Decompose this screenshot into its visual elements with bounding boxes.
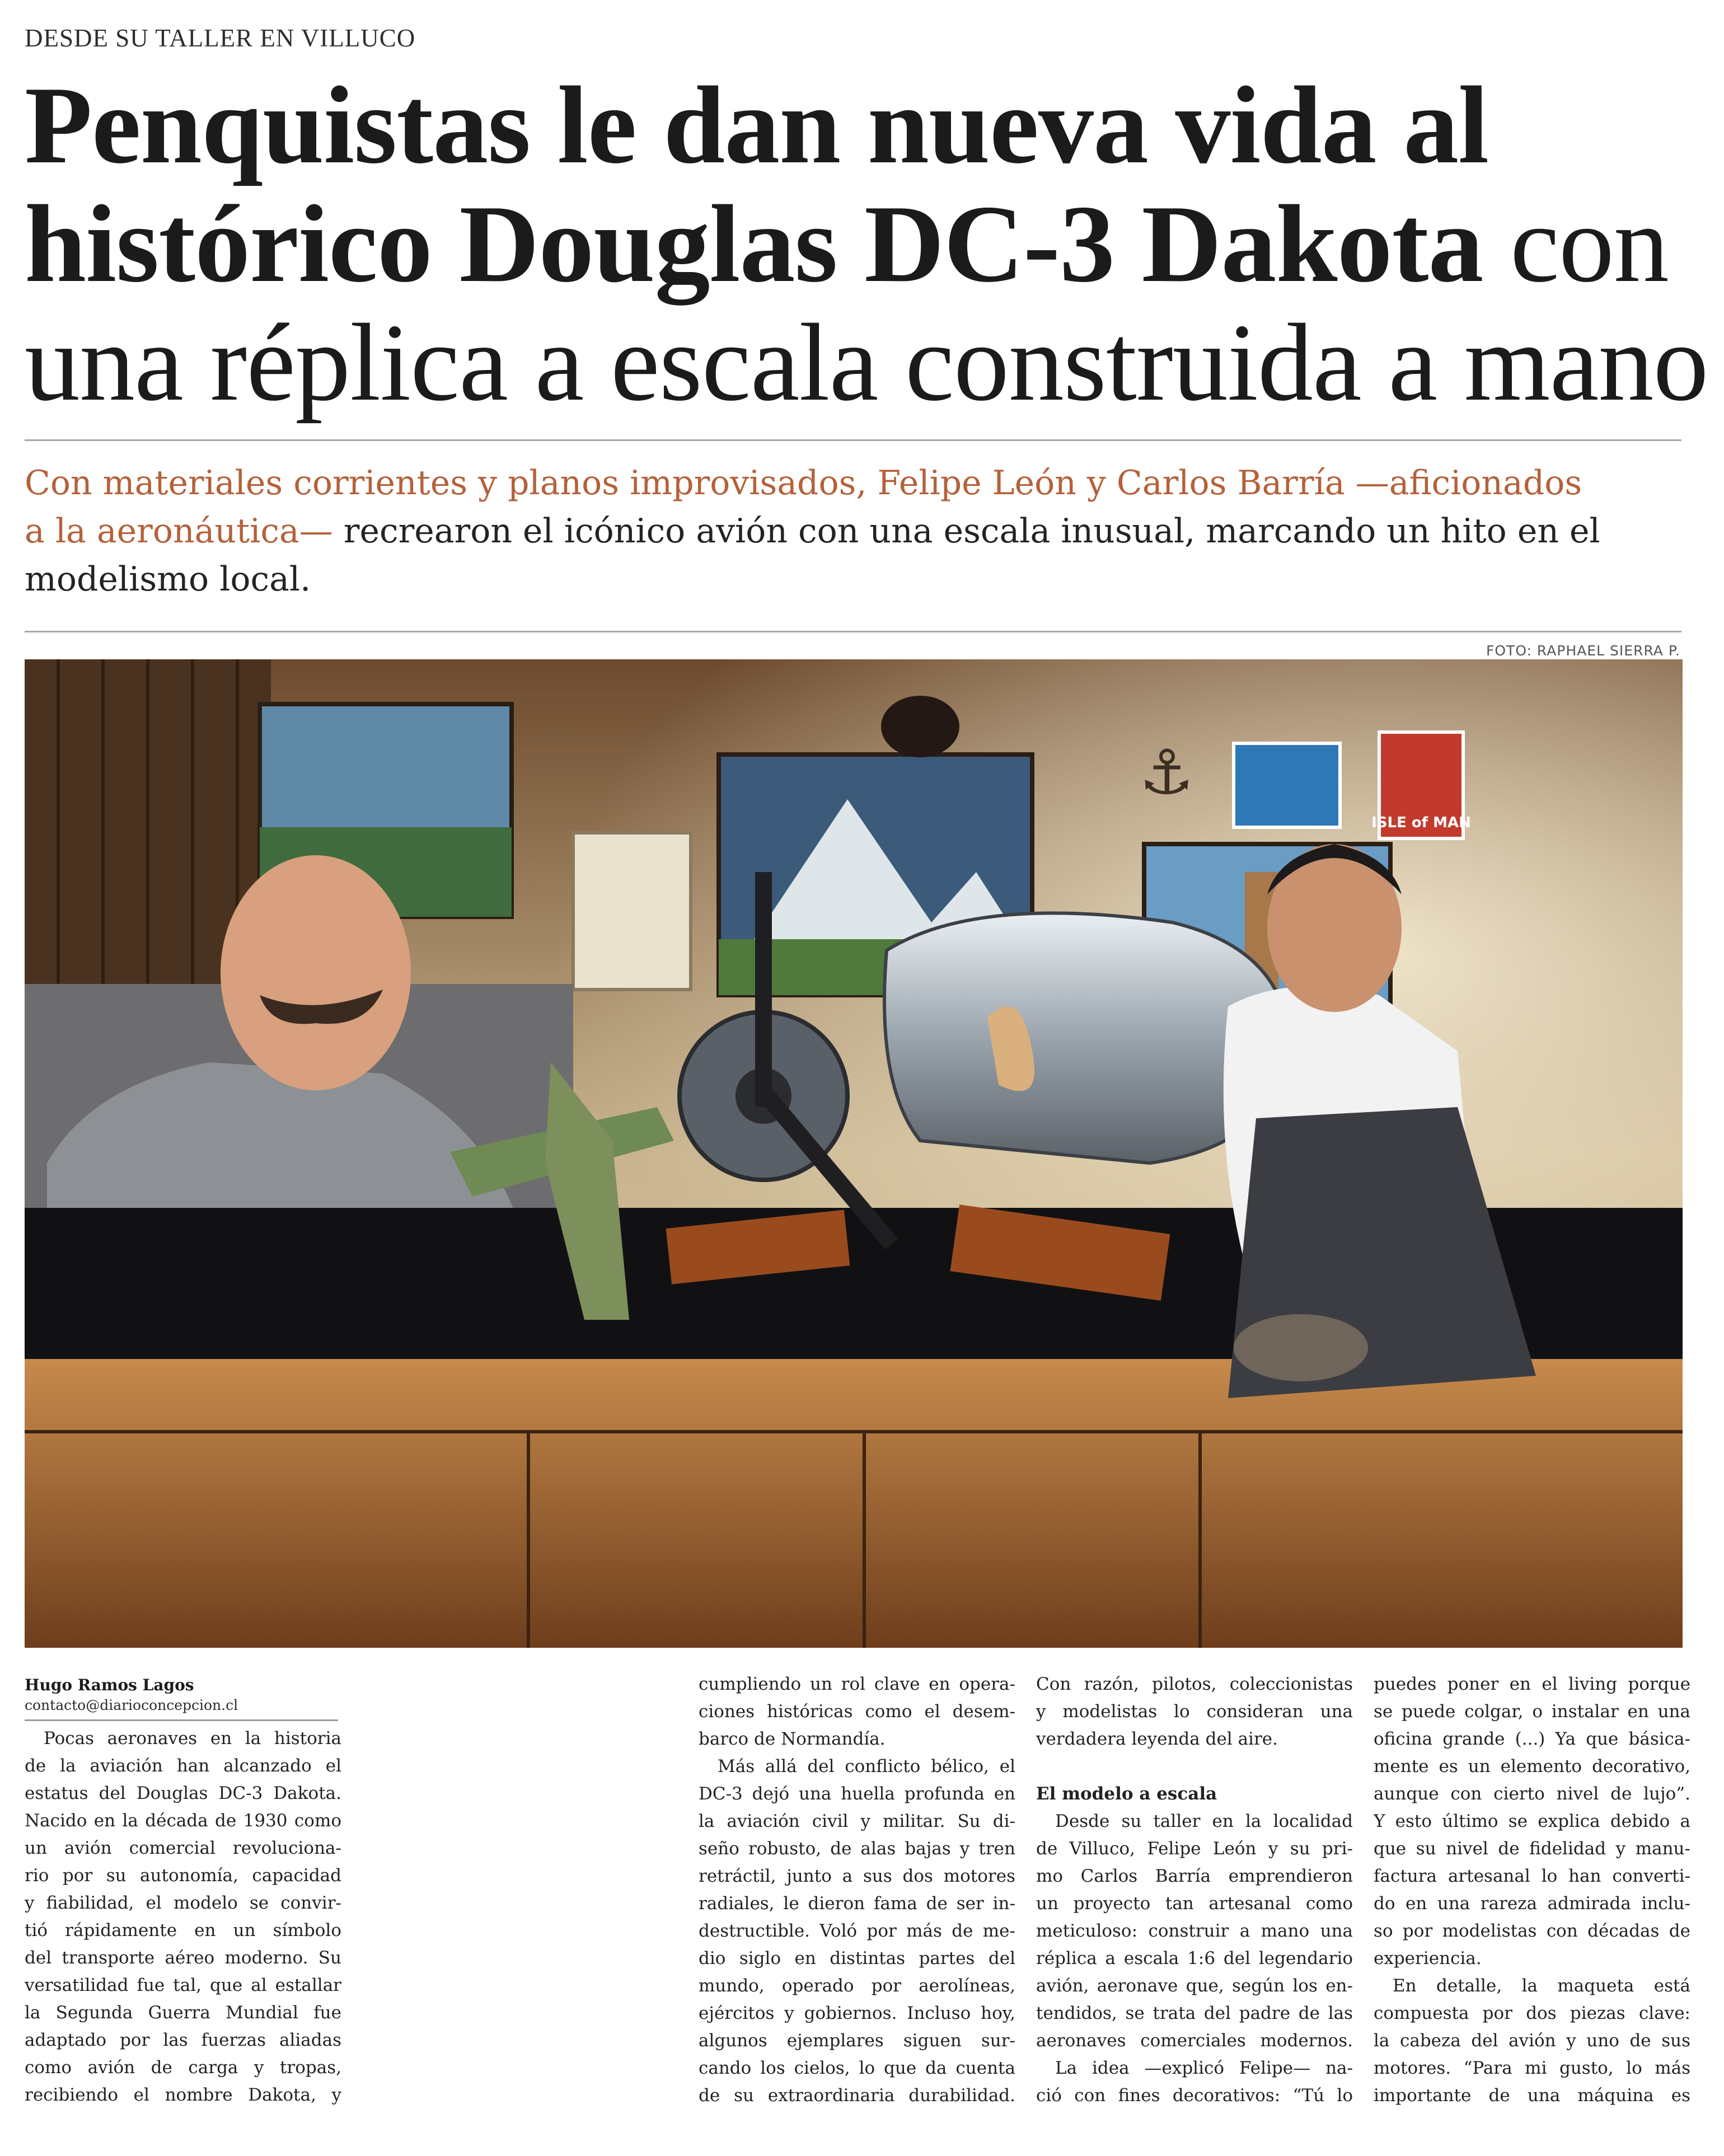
col3-line: réplica a escala 1:6 del legendario (1036, 1948, 1353, 1968)
col3-line: mo Carlos Barría emprendieron (1036, 1866, 1353, 1886)
col4-line: puedes poner en el living porque (1374, 1674, 1690, 1694)
headline (25, 64, 1708, 424)
col4-line: que su nivel de fidelidad y manu- (1374, 1839, 1690, 1859)
propeller-blade-top (755, 872, 772, 1107)
felipe-head (221, 855, 411, 1090)
col4-line: Y esto último se explica debido a (1374, 1811, 1690, 1831)
byline (25, 1675, 338, 1721)
byline-email[interactable]: contacto@diarioconcepcion.cl (25, 1697, 238, 1713)
section-kicker: DESDE SU TALLER EN VILLUCO (25, 24, 416, 52)
col4-line: oficina grande (...) Ya que básica- (1374, 1729, 1690, 1749)
lead-photo (25, 659, 1683, 1648)
col3-line: de Villuco, Felipe León y su pri- (1036, 1839, 1353, 1859)
col3-line: un proyecto tan artesanal como (1036, 1893, 1353, 1914)
col2-line: cumpliendo un rol clave en opera- (699, 1674, 1015, 1694)
col4-line: importante de una máquina es (1374, 2085, 1690, 2106)
col2-line: ejércitos y gobiernos. Incluso hoy, (699, 2003, 1015, 2023)
col2-line: la aviación civil y militar. Su di- (699, 1811, 1015, 1831)
rule-bottom (25, 631, 1681, 632)
headline-line-1 (25, 66, 1704, 185)
headline-light-2: con (1483, 182, 1669, 305)
rule-top (25, 439, 1681, 441)
deck-line-1: Con materiales corrientes y planos improvisados, Felipe León y Carlos Barría —aficionados (25, 463, 1582, 503)
col3-line (1036, 1753, 1353, 1780)
col3-line: Desde su taller en la localidad (1055, 1811, 1353, 1831)
photo-credit: FOTO: RAPHAEL SIERRA P. (1486, 643, 1680, 659)
col3-line: tendidos, se trata del padre de las (1036, 2003, 1353, 2023)
col2-line: radiales, le dieron fama de ser in- (699, 1893, 1015, 1914)
col1-line: un avión comercial revoluciona- (25, 1838, 341, 1858)
col3-line: y modelistas lo consideran una (1036, 1702, 1353, 1722)
col2-line: ciones históricas como el desem- (699, 1702, 1015, 1722)
workbench (25, 1359, 1683, 1648)
col2-line: de su extraordinaria durabilidad. (699, 2085, 1015, 2106)
col4-line: so por modelistas con décadas de (1374, 1921, 1690, 1941)
col1-line: como avión de carga y tropas, (25, 2057, 341, 2078)
col1-line: adaptado por las fuerzas aliadas (25, 2030, 341, 2050)
col4-line: la cabeza del avión y uno de sus (1374, 2031, 1690, 2051)
col3-line: aeronaves comerciales modernos. (1036, 2031, 1353, 2051)
headline-bold-2: histórico Douglas DC-3 Dakota (25, 182, 1483, 305)
column-1 (25, 1725, 341, 2109)
col3-line: meticuloso: construir a mano una (1036, 1921, 1353, 1941)
photo-illustration (25, 659, 1683, 1648)
column-2 (699, 1671, 1015, 2110)
col3-line: ció con fines decorativos: “Tú lo (1036, 2085, 1353, 2106)
col4-line: aunque con cierto nivel de lujo”. (1374, 1784, 1690, 1804)
bull-trophy (881, 696, 959, 757)
deck-line-3: modelismo local. (25, 560, 311, 599)
col2-line: DC-3 dejó una huella profunda en (699, 1784, 1015, 1804)
deck-accent-2: a la aeronáutica— (25, 512, 333, 551)
col2-line: barco de Normandía. (699, 1729, 886, 1749)
headline-line-3: una réplica a escala construida a mano (25, 301, 1708, 424)
col2-line: retráctil, junto a sus dos motores (699, 1866, 1015, 1886)
col4-line: factura artesanal lo han converti- (1374, 1866, 1690, 1886)
col1-line: la Segunda Guerra Mundial fue (25, 2003, 341, 2023)
poster-text: ISLE of MAN (1371, 814, 1471, 831)
column-4 (1374, 1671, 1690, 2110)
col3-subhead: El modelo a escala (1036, 1784, 1217, 1804)
col2-line: cando los cielos, lo que da cuenta (699, 2058, 1015, 2078)
byline-author: Hugo Ramos Lagos (25, 1676, 194, 1694)
col1-line: estatus del Douglas DC-3 Dakota. (25, 1783, 341, 1803)
col2-line: Más allá del conflicto bélico, el (718, 1756, 1015, 1777)
col1-line: y fiabilidad, el modelo se convir- (25, 1893, 341, 1913)
col2-line: dio siglo en distintas partes del (699, 1948, 1015, 1968)
col4-line: motores. “Para mi gusto, lo más (1374, 2058, 1690, 2078)
deck-line-2 (25, 507, 1659, 555)
col2-line: destructible. Voló por más de me- (699, 1921, 1015, 1941)
col4-line: En detalle, la maqueta está (1393, 1976, 1690, 1996)
col2-line: mundo, operado por aerolíneas, (699, 1976, 1015, 1996)
col2-line: seño robusto, de alas bajas y tren (699, 1839, 1015, 1859)
deck-rest-2: recrearon el icónico avión con una escala inusual, marcando un hito en el (332, 512, 1600, 551)
plane-poster (1234, 743, 1340, 827)
column-3 (1036, 1671, 1353, 2110)
col4-line: experiencia. (1374, 1948, 1482, 1968)
col2-line: algunos ejemplares siguen sur- (699, 2031, 1015, 2051)
whiteboard (573, 833, 691, 990)
headline-line-2 (25, 182, 1704, 305)
col1-line: recibiendo el nombre Dakota, y (25, 2085, 341, 2105)
col4-line: do en una rareza admirada inclu- (1374, 1893, 1690, 1914)
col4-line: compuesta por dos piezas clave: (1374, 2003, 1690, 2023)
col3-line: verdadera leyenda del aire. (1036, 1729, 1278, 1749)
col1-line: del transporte aéreo moderno. Su (25, 1948, 341, 1968)
col1-line: Nacido en la década de 1930 como (25, 1811, 341, 1831)
deck (25, 459, 1659, 603)
carlos-boot (1234, 1314, 1368, 1381)
anchor-icon: ⚓ (1139, 737, 1194, 808)
col3-line: avión, aeronave que, según los en- (1036, 1976, 1353, 1996)
col1-line: Pocas aeronaves en la historia (44, 1728, 341, 1749)
col1-line: versatilidad fue tal, que al estallar (25, 1975, 341, 1995)
col4-line: mente es un elemento decorativo, (1374, 1756, 1690, 1777)
headline-bold-1: Penquistas le dan nueva vida al (25, 64, 1489, 186)
col1-line: de la aviación han alcanzado el (25, 1756, 341, 1776)
col3-line: Con razón, pilotos, coleccionistas (1036, 1674, 1353, 1694)
col1-line: rio por su autonomía, capacidad (25, 1866, 341, 1886)
col4-line: se puede colgar, o instalar en una (1374, 1702, 1690, 1722)
col1-line: tió rápidamente en un símbolo (25, 1920, 341, 1941)
col3-line: La idea —explicó Felipe— na- (1055, 2058, 1353, 2078)
